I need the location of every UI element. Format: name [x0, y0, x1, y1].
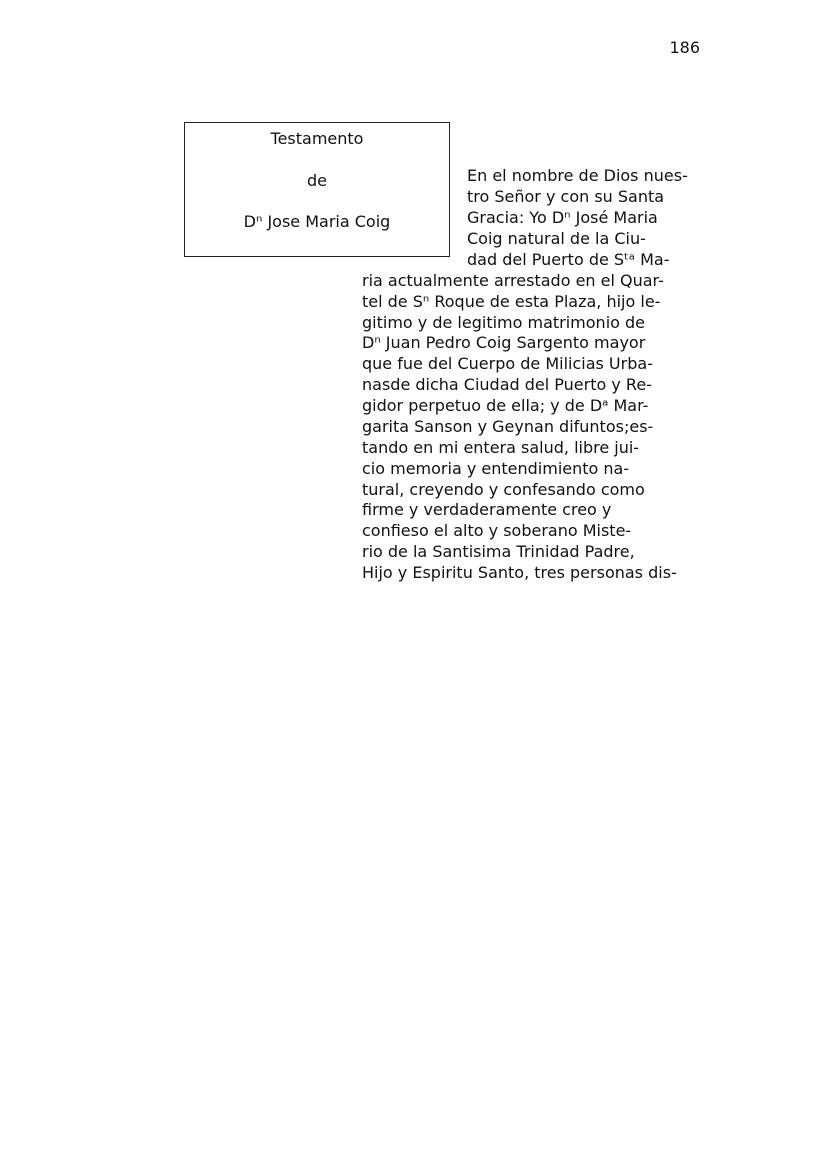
- page-number: 186: [669, 38, 700, 57]
- text-line: Hijo y Espiritu Santo, tres personas dis-: [362, 563, 677, 582]
- title-line-de: de: [307, 171, 327, 190]
- text-line: gitimo y de legitimo matrimonio de: [362, 313, 646, 332]
- text-line: tando en mi entera salud, libre jui-: [362, 438, 640, 457]
- title-line-testamento: Testamento: [270, 129, 364, 148]
- title-box: [184, 122, 450, 257]
- text-line: nasde dicha Ciudad del Puerto y Re-: [362, 375, 652, 394]
- text-line: garita Sanson y Geynan difuntos;es-: [362, 417, 654, 436]
- text-line: tel de Sⁿ Roque de esta Plaza, hijo le-: [362, 292, 661, 311]
- text-line: Dⁿ Juan Pedro Coig Sargento mayor: [362, 333, 646, 352]
- text-line: gidor perpetuo de ella; y de Dᵃ Mar-: [362, 396, 649, 415]
- text-line: que fue del Cuerpo de Milicias Urba-: [362, 354, 653, 373]
- text-line: Gracia: Yo Dⁿ José Maria: [467, 208, 658, 227]
- text-line: tural, creyendo y confesando como: [362, 480, 645, 499]
- title-line-name: Dⁿ Jose Maria Coig: [243, 212, 391, 231]
- text-line: dad del Puerto de Sᵗᵃ Ma-: [467, 250, 670, 269]
- text-line: firme y verdaderamente creo y: [362, 500, 612, 519]
- text-line: cio memoria y entendimiento na-: [362, 459, 630, 478]
- text-line: rio de la Santisima Trinidad Padre,: [362, 542, 635, 561]
- text-line: ria actualmente arrestado en el Quar-: [362, 271, 664, 290]
- text-line: confieso el alto y soberano Miste-: [362, 521, 632, 540]
- text-line: Coig natural de la Ciu-: [467, 229, 646, 248]
- text-line: tro Señor y con su Santa: [467, 187, 665, 206]
- text-line: En el nombre de Dios nues-: [467, 166, 688, 185]
